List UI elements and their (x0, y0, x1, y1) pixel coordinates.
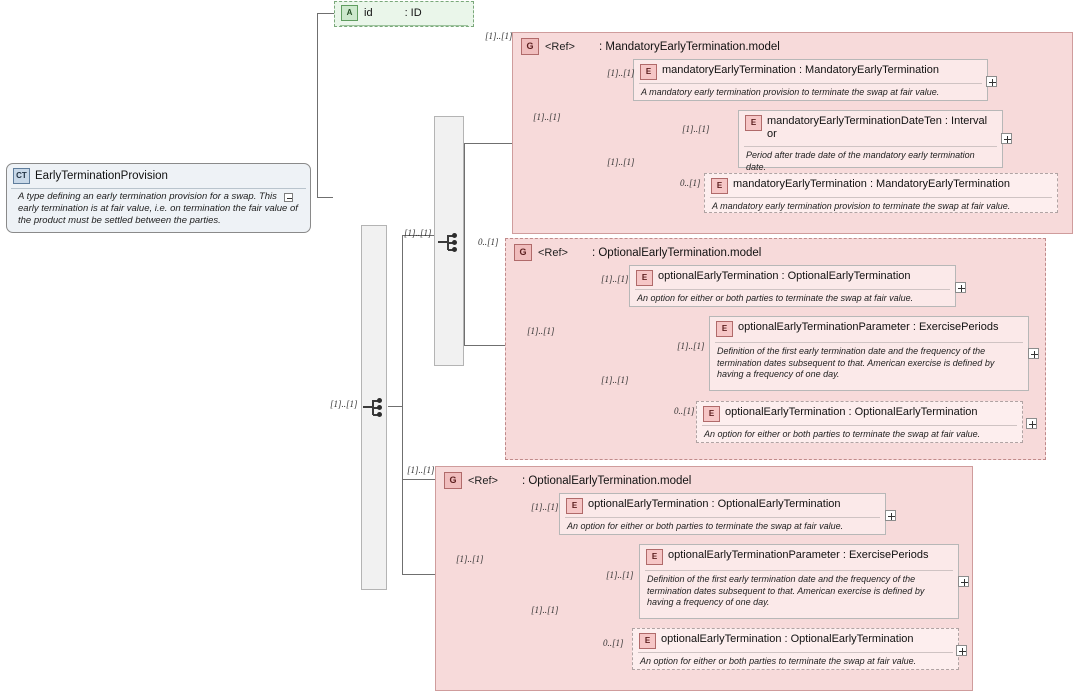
cardinality-label: [1]..[1] (607, 68, 635, 78)
element-box[interactable] (559, 493, 886, 535)
element-box[interactable] (632, 628, 959, 670)
element-description: An option for either or both parties to terminate the swap at fair value. (635, 289, 950, 309)
element-icon: E (566, 498, 583, 514)
element-box[interactable] (633, 59, 988, 101)
expand-element-icon[interactable] (1026, 418, 1037, 429)
complextype-header (7, 164, 310, 186)
expand-element-icon[interactable] (1001, 133, 1012, 144)
complextype-root-box[interactable] (6, 163, 311, 233)
element-box[interactable] (639, 544, 959, 619)
cardinality-label: 0..[1] (674, 406, 695, 416)
expand-element-icon[interactable] (958, 576, 969, 587)
element-header (697, 402, 1022, 425)
cardinality-label: [1]..[1] (533, 112, 561, 122)
attribute-icon: A (341, 5, 358, 21)
element-description: An option for either or both parties to terminate the swap at fair value. (638, 652, 953, 672)
complextype-icon: CT (13, 168, 30, 184)
cardinality-label: [1]..[1] (682, 124, 710, 134)
connector-line (464, 143, 498, 144)
attribute-header (335, 2, 473, 24)
page-title: EarlyTerminationProvision (35, 170, 168, 182)
element-label: optionalEarlyTermination : OptionalEarlyTermination (661, 633, 914, 645)
group-ref-label: <Ref> (538, 246, 568, 259)
group-icon: G (521, 38, 539, 55)
cardinality-label: [1]..[1] (607, 157, 635, 167)
element-label: optionalEarlyTermination : OptionalEarlyTermination (725, 406, 978, 418)
element-description: An option for either or both parties to terminate the swap at fair value. (702, 425, 1017, 445)
cardinality-label: [1]..[1] (456, 554, 484, 564)
expand-element-icon[interactable] (956, 645, 967, 656)
element-label: optionalEarlyTermination : OptionalEarlyTermination (588, 498, 841, 510)
element-box[interactable] (709, 316, 1029, 391)
attribute-type: : ID (404, 7, 422, 19)
cardinality-label: [1]..[1] (527, 326, 555, 336)
element-label: mandatoryEarlyTerminationDateTen : Interval or (767, 115, 988, 140)
element-header (640, 545, 958, 568)
element-description: An option for either or both parties to terminate the swap at fair value. (565, 517, 880, 537)
attribute-id-box[interactable] (334, 1, 474, 27)
element-icon: E (703, 406, 720, 422)
element-icon: E (711, 178, 728, 194)
element-box[interactable] (704, 173, 1058, 213)
group-header (506, 239, 1045, 264)
element-description: A mandatory early termination provision to terminate the swap at fair value. (710, 197, 1052, 217)
cardinality-label: [1]..[1] (606, 570, 634, 580)
expand-element-icon[interactable] (955, 282, 966, 293)
root-sequence-box[interactable] (361, 225, 387, 590)
element-label: optionalEarlyTerminationParameter : ExercisePeriods (738, 321, 999, 333)
connector-line (464, 345, 499, 346)
element-label: optionalEarlyTermination : OptionalEarlyTermination (658, 270, 911, 282)
element-description: Definition of the first early termination date and the frequency of the termination dates subsequent to that. American exercise is defined by having a frequency of one day. (645, 570, 953, 613)
attribute-underline (340, 25, 468, 30)
cardinality-label: 0..[1] (680, 178, 701, 188)
element-box[interactable] (738, 110, 1003, 172)
connector-line (402, 479, 435, 480)
expand-root-icon[interactable] (284, 193, 293, 202)
element-header (630, 266, 955, 289)
connector-line (317, 13, 334, 14)
connector-line (402, 235, 403, 407)
element-label: mandatoryEarlyTermination : MandatoryEarlyTermination (662, 64, 939, 76)
connector-line (317, 13, 318, 197)
expand-element-icon[interactable] (986, 76, 997, 87)
element-icon: E (639, 633, 656, 649)
element-description: A mandatory early termination provision to terminate the swap at fair value. (639, 83, 982, 103)
element-box[interactable] (629, 265, 956, 307)
element-header (705, 174, 1057, 197)
element-description: Period after trade date of the mandatory early termination date. (744, 146, 997, 177)
element-icon: E (640, 64, 657, 80)
element-icon: E (636, 270, 653, 286)
cardinality-label: [1]..[1] (677, 341, 705, 351)
cardinality-label: [1]..[1] (404, 228, 432, 238)
element-icon: E (716, 321, 733, 337)
group-ref-label: <Ref> (468, 474, 498, 487)
expand-element-icon[interactable] (885, 510, 896, 521)
expand-element-icon[interactable] (1028, 348, 1039, 359)
group-name: : OptionalEarlyTermination.model (591, 246, 762, 259)
connector-line (388, 406, 402, 407)
connector-line (402, 479, 403, 575)
choice-box-top[interactable] (434, 116, 464, 366)
complextype-description: A type defining an early termination provision for a swap. This early termination is at fair value, i.e. on termination the fair value of the product must be settled between the parties. (11, 188, 306, 233)
element-header (633, 629, 958, 652)
group-header (436, 467, 972, 492)
element-label: mandatoryEarlyTermination : MandatoryEarlyTermination (733, 178, 1010, 190)
element-box[interactable] (696, 401, 1023, 443)
element-header (739, 111, 1002, 143)
element-header (634, 60, 987, 83)
cardinality-label: [1]..[1] (330, 399, 358, 409)
group-name: : OptionalEarlyTermination.model (521, 474, 692, 487)
cardinality-label: [1]..[1] (601, 274, 629, 284)
cardinality-label: [1]..[1] (531, 502, 559, 512)
group-icon: G (514, 244, 532, 261)
element-header (710, 317, 1028, 340)
cardinality-label: [1]..[1] (601, 375, 629, 385)
connector-line (317, 197, 333, 198)
cardinality-label: 0..[1] (478, 237, 499, 247)
cardinality-label: 0..[1] (603, 638, 624, 648)
cardinality-label: [1]..[1] (531, 605, 559, 615)
element-icon: E (646, 549, 663, 565)
cardinality-label: [1]..[1] (485, 31, 513, 41)
cardinality-label: [1]..[1] (407, 465, 435, 475)
element-icon: E (745, 115, 762, 131)
group-ref-label: <Ref> (545, 40, 575, 53)
attribute-name: id (364, 7, 373, 19)
element-label: optionalEarlyTerminationParameter : ExercisePeriods (668, 549, 929, 561)
group-icon: G (444, 472, 462, 489)
group-name: : MandatoryEarlyTermination.model (598, 40, 780, 53)
group-header (513, 33, 1072, 58)
connector-line (402, 406, 403, 480)
element-description: Definition of the first early termination date and the frequency of the termination dates subsequent to that. American exercise is defined by having a frequency of one day. (715, 342, 1023, 385)
connector-line (464, 143, 465, 345)
element-header (560, 494, 885, 517)
